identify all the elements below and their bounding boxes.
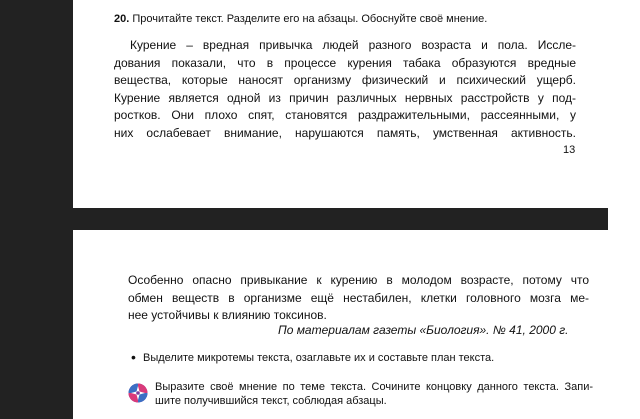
task-20-heading [114,12,487,26]
scan-frame-left [0,0,73,419]
text-line: Курение является одной из причин различных нервных расстройств у под- [114,90,576,105]
text-line: Выразите своё мнение по теме текста. Сочините концовку данного текста. Запи- [155,381,593,393]
text-line: них ослабевает внимание, нарушаются память, умственная активность. [114,125,576,140]
text-line: обмен веществ в организме ещё нестабилен, клетки головного мозга ме- [128,290,589,305]
source-citation: По материалам газеты «Биология». № 41, 2000 г. [278,323,569,337]
task-instruction: Прочитайте текст. Разделите его на абзацы. Обоснуйте своё мнение. [132,13,488,25]
scan-frame-right [608,0,640,419]
text-line: Курение – вредная привычка людей разного возраста и пола. Иссле- [130,38,576,52]
creative-task-text [155,380,593,408]
text-line: вещества, которые наносят организму физический и психический ущерб. [114,73,576,87]
page-13 [73,0,608,208]
text-line: ростков. Они плохо спят, становятся раздражительными, рассеянными, у [114,108,576,122]
page-number: 13 [563,144,576,156]
text-line: шите получившийся текст, соблюдая абзацы. [155,395,387,407]
text-line: дования показали, что в процессе курения табака образуются вредные [114,55,576,70]
text-line: Особенно опасно привыкание к курению в молодом возрасте, потому что [128,273,589,287]
page-14 [73,230,608,419]
creative-task-icon [128,383,148,403]
bullet-icon: • [131,349,136,365]
task-number: 20. [114,13,130,25]
page-gap [73,208,608,230]
text-line: нее устойчивы к влиянию токсинов. [128,308,327,322]
bullet-text: Выделите микротемы текста, озаглавьте их и составьте план текста. [143,352,495,364]
paragraph-1 [114,37,576,142]
paragraph-2 [128,272,589,325]
bullet-task [131,349,495,365]
